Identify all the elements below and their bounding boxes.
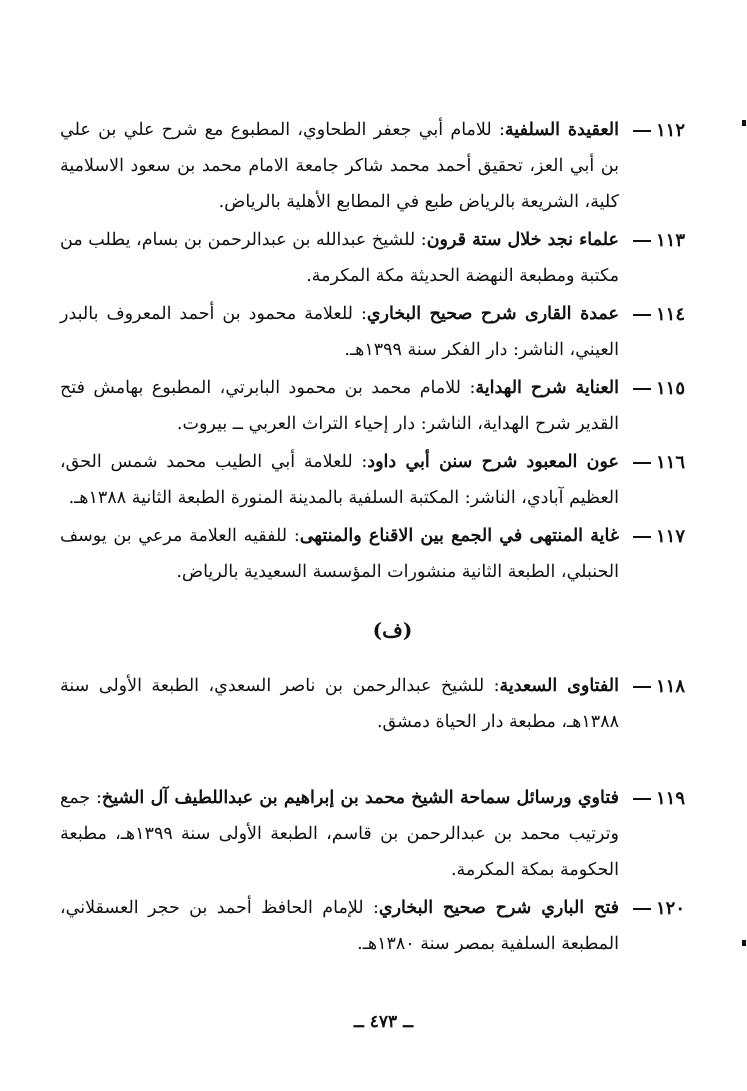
entry-number: ١١٤ [619, 296, 685, 334]
entry-number: ١١٣ [619, 222, 685, 260]
entry-title: الفتاوى السعدية [499, 676, 619, 696]
entry-number: ١١٧ [619, 518, 685, 556]
entry-title: علماء نجد خلال ستة قرون [426, 230, 619, 250]
entry-number: ١١٥ [619, 370, 685, 408]
scan-edge-mark [742, 940, 746, 946]
bibliography-entry [60, 780, 685, 888]
entry-title: فتاوي ورسائل سماحة الشيخ محمد بن إبراهيم بن عبداللطيف آل الشيخ [101, 788, 619, 808]
entry-description: : للامام أبي جعفر الطحاوي، المطبوع مع شرح علي بن علي بن أبي العز، تحقيق أحمد محمد شاكر جامعة الامام محمد بن سعود الاسلامية كلية، الشريعة بالرياض طبع في المطابع الأهلية بالرياض. [60, 120, 619, 212]
entry-number: ١١٩ [619, 780, 685, 818]
bibliography-entry [60, 296, 685, 368]
entry-number: ١١٦ [619, 444, 685, 482]
entry-text [60, 222, 619, 294]
entry-text [60, 518, 619, 590]
bibliography-entry [60, 370, 685, 442]
entry-text [60, 296, 619, 368]
bibliography-entry [60, 668, 685, 740]
entry-description: : للعلامة أبي الطيب محمد شمس الحق، العظيم آبادي، الناشر: المكتبة السلفية بالمدينة المنورة الطبعة الثانية ١٣٨٨هـ. [60, 452, 619, 508]
entry-number: ١١٨ [619, 668, 685, 706]
entry-title: غاية المنتهى في الجمع بين الاقناع والمنتهى [299, 526, 619, 546]
entry-text [60, 890, 619, 962]
bibliography-entry [60, 890, 685, 962]
entry-text [60, 370, 619, 442]
entry-title: العناية شرح الهداية [475, 378, 619, 398]
bibliography-page [60, 112, 685, 962]
entry-description: : للفقيه العلامة مرعي بن يوسف الحنبلي، الطبعة الثانية منشورات المؤسسة السعيدية بالرياض. [60, 526, 619, 582]
page-number: ــ ٤٧٣ ــ [353, 1012, 414, 1032]
section-heading: (ف) [372, 618, 413, 642]
entry-description: : جمع وترتيب محمد بن عبدالرحمن بن قاسم، الطبعة الأولى سنة ١٣٩٩هـ، مطبعة الحكومة بمكة المكرمة. [60, 788, 619, 880]
entry-text [60, 112, 619, 220]
bibliography-entry [60, 444, 685, 516]
entry-number: ١١٢ [619, 112, 685, 150]
bibliography-entry [60, 112, 685, 220]
entry-text [60, 780, 619, 888]
entry-description: : للعلامة محمود بن أحمد المعروف بالبدر العيني، الناشر: دار الفكر سنة ١٣٩٩هـ. [60, 304, 619, 360]
entry-title: عمدة القارى شرح صحيح البخاري [366, 304, 619, 324]
entry-description: : للشيخ عبدالرحمن بن ناصر السعدي، الطبعة الأولى سنة ١٣٨٨هـ، مطبعة دار الحياة دمشق. [60, 676, 619, 732]
entry-title: العقيدة السلفية [504, 120, 619, 140]
entry-text [60, 444, 619, 516]
entry-description: : للشيخ عبدالله بن عبدالرحمن بن بسام، يطلب من مكتبة ومطبعة النهضة الحديثة مكة المكرمة. [60, 230, 619, 286]
scan-edge-mark [742, 120, 746, 126]
entry-title: فتح الباري شرح صحيح البخاري [378, 898, 619, 918]
entry-number: ١٢٠ [619, 890, 685, 928]
bibliography-entry [60, 518, 685, 590]
bibliography-entry [60, 222, 685, 294]
entry-text [60, 668, 619, 740]
entry-title: عون المعبود شرح سنن أبي داود [367, 452, 619, 472]
entry-description: : للامام محمد بن محمود البابرتي، المطبوع بهامش فتح القدير شرح الهداية، الناشر: دار إحياء التراث العربي ــ بيروت. [60, 378, 619, 434]
entry-description: : للإمام الحافظ أحمد بن حجر العسقلاني، المطبعة السلفية بمصر سنة ١٣٨٠هـ. [60, 898, 619, 954]
